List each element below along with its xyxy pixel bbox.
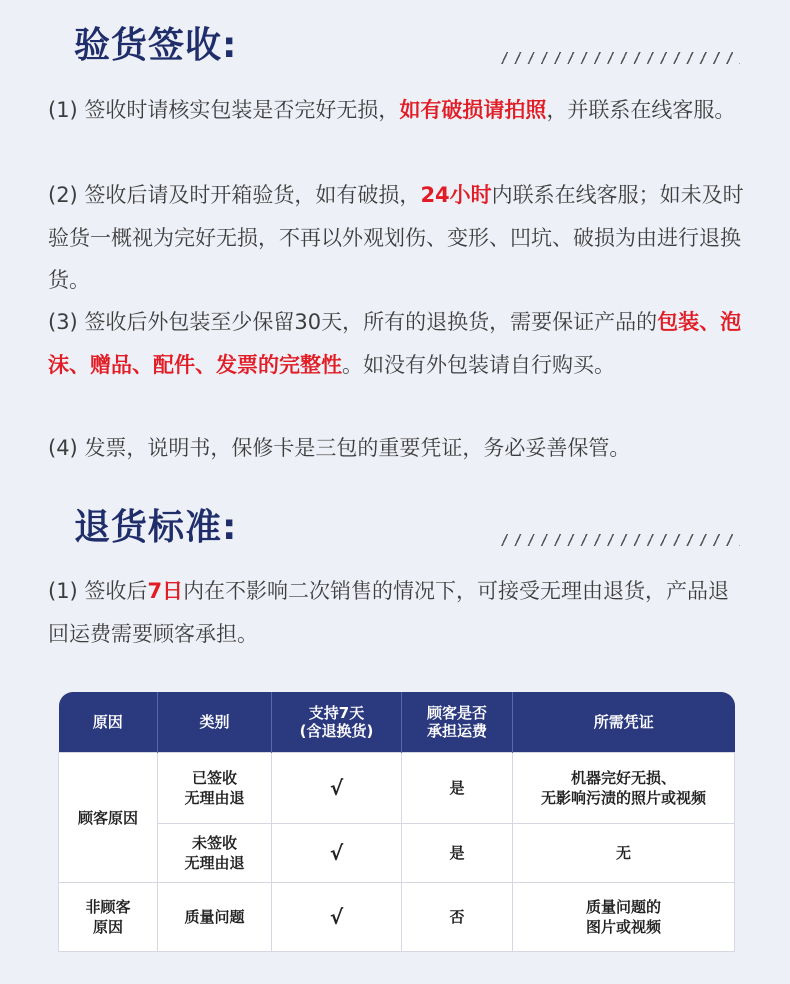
return-item-1: (1) 签收后7日内在不影响二次销售的情况下，可接受无理由退货，产品退回运费需要顾客承担。: [48, 579, 730, 646]
decorative-slashes: [500, 52, 740, 64]
header-proof: 所需凭证: [513, 692, 735, 753]
section-title: 验货签收:: [74, 25, 238, 66]
cell-proof: 质量问题的 图片或视频: [513, 883, 735, 952]
cell-proof: 无: [513, 824, 735, 883]
section-title: 退货标准:: [74, 507, 238, 548]
cell-category: 未签收 无理由退: [158, 824, 272, 883]
highlight-text: 如有破损请拍照: [399, 98, 547, 122]
header-support: 支持7天 (含退换货): [272, 692, 402, 753]
cell-fee: 否: [402, 883, 513, 952]
check-icon: √: [272, 824, 402, 883]
cell-reason: 顾客原因: [59, 753, 158, 883]
table-header-row: [59, 692, 735, 753]
table-row: [59, 753, 735, 824]
highlight-text: 7日: [147, 579, 184, 603]
cell-reason: 非顾客 原因: [59, 883, 158, 952]
cell-category: 质量问题: [158, 883, 272, 952]
inspection-item-1: (1) 签收时请核实包装是否完好无损，如有破损请拍照，并联系在线客服。: [48, 98, 736, 122]
header-category: 类别: [158, 692, 272, 753]
check-icon: √: [272, 883, 402, 952]
inspection-item-4: (4) 发票，说明书，保修卡是三包的重要凭证，务必妥善保管。: [48, 436, 631, 460]
inspection-item-3: (3) 签收后外包装至少保留30天，所有的退换货，需要保证产品的包装、泡沫、赠品、配件、发票的完整性。如没有外包装请自行购买。: [48, 310, 742, 377]
cell-fee: 是: [402, 753, 513, 824]
return-policy-table: [58, 692, 734, 952]
header-fee: 顾客是否 承担运费: [402, 692, 513, 753]
table-row: [59, 883, 735, 952]
highlight-text: 包装、泡沫、赠品、配件、发票的完整性: [48, 310, 742, 377]
section-return-header: [0, 498, 790, 558]
decorative-slashes: [500, 534, 740, 546]
inspection-item-2: (2) 签收后请及时开箱验货，如有破损，24小时内联系在线客服；如未及时验货一概视为完好无损，不再以外观划伤、变形、凹坑、破损为由进行退换货。: [48, 183, 744, 292]
table-row: [59, 824, 735, 883]
cell-fee: 是: [402, 824, 513, 883]
cell-category: 已签收 无理由退: [158, 753, 272, 824]
header-reason: 原因: [59, 692, 158, 753]
cell-proof: 机器完好无损、 无影响污渍的照片或视频: [513, 753, 735, 824]
highlight-text: 24小时: [420, 183, 492, 207]
check-icon: √: [272, 753, 402, 824]
section-inspection-header: [0, 16, 790, 76]
